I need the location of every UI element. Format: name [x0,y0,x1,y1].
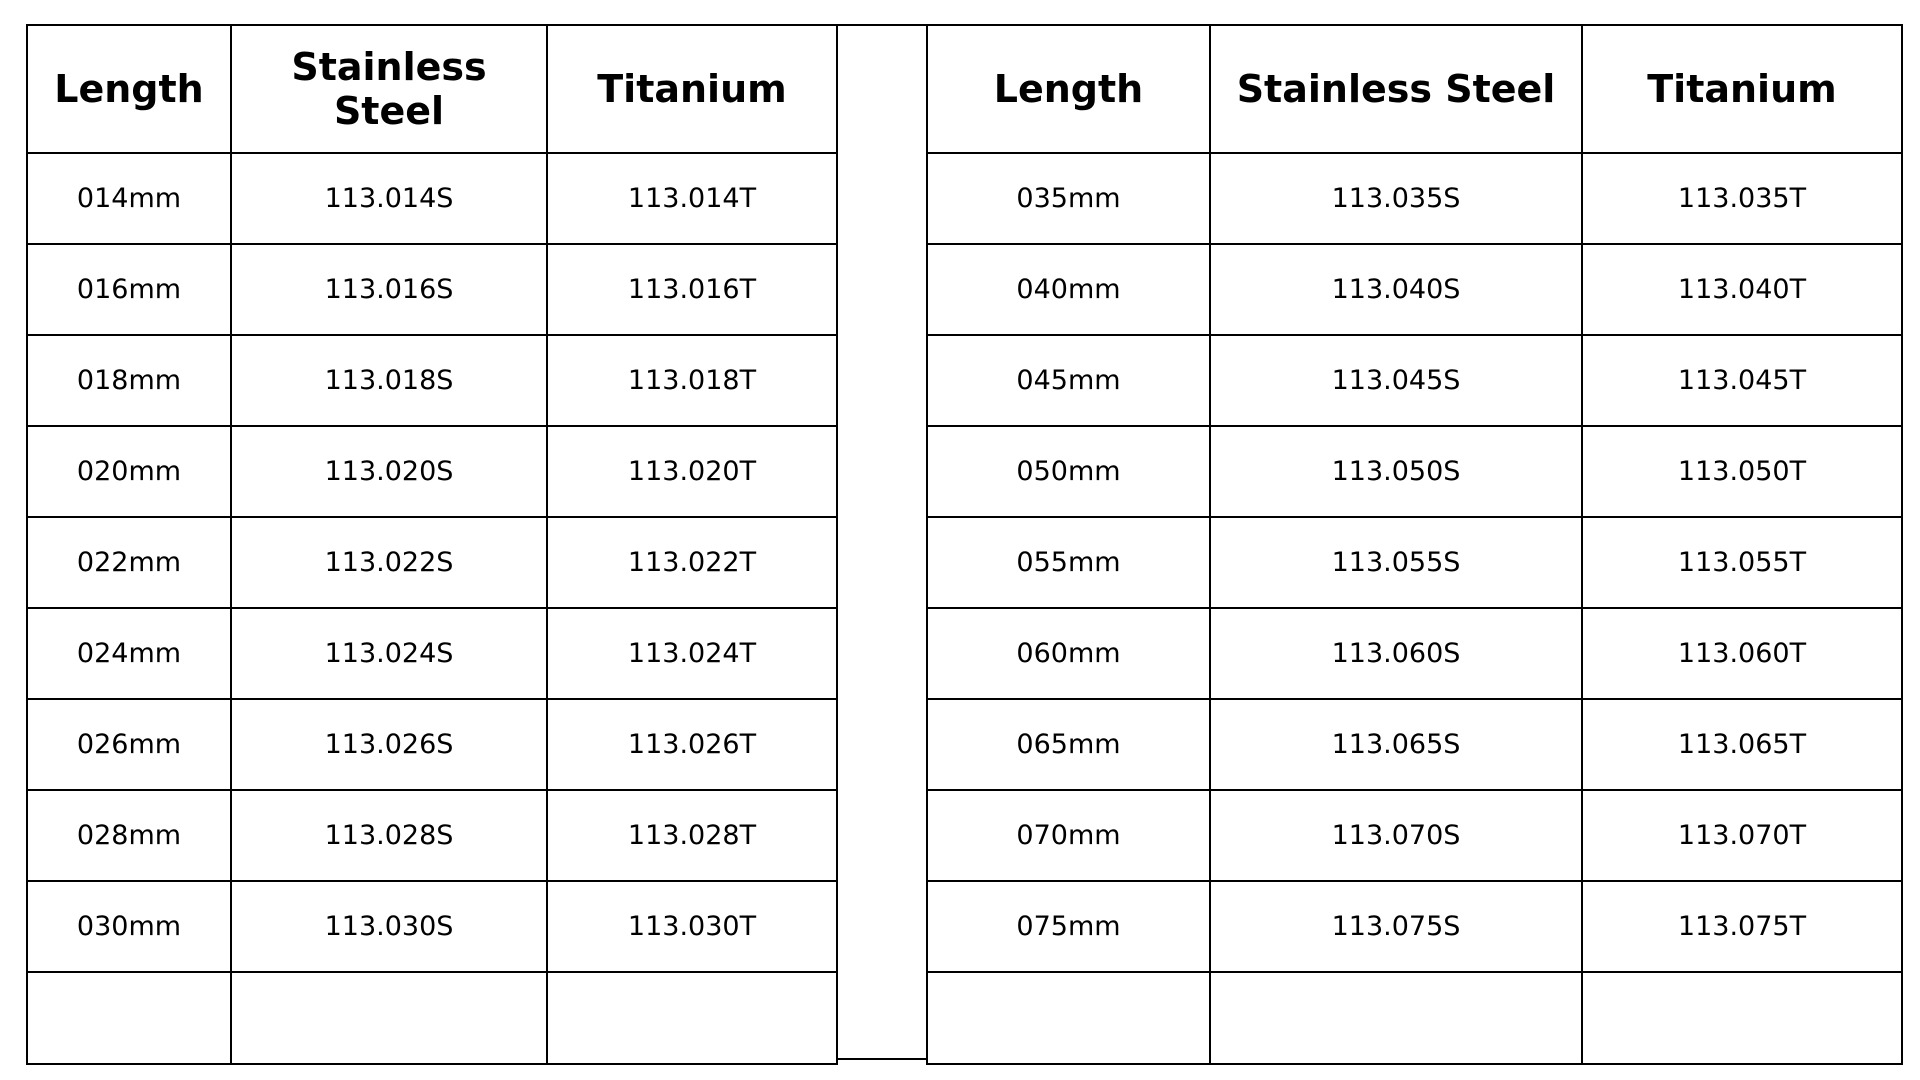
stainless-steel-cell: 113.050S [1210,426,1582,517]
table-row [27,881,837,972]
titanium-cell: 113.016T [547,244,837,335]
length-cell: 030mm [27,881,231,972]
header-titanium: Titanium [1582,25,1902,153]
table-row [927,153,1902,244]
length-cell: 022mm [27,517,231,608]
stainless-steel-cell: 113.016S [231,244,547,335]
length-cell: 028mm [27,790,231,881]
titanium-cell: 113.014T [547,153,837,244]
stainless-steel-cell: 113.028S [231,790,547,881]
stainless-steel-cell: 113.070S [1210,790,1582,881]
titanium-cell: 113.018T [547,335,837,426]
header-titanium: Titanium [547,25,837,153]
length-cell: 075mm [927,881,1210,972]
stainless-steel-cell: 113.030S [231,881,547,972]
stainless-steel-cell: 113.035S [1210,153,1582,244]
titanium-cell: 113.022T [547,517,837,608]
header-row [27,25,837,153]
table-row [927,244,1902,335]
table-row [927,426,1902,517]
stainless-steel-cell: 113.022S [231,517,547,608]
titanium-cell: 113.024T [547,608,837,699]
length-cell: 016mm [27,244,231,335]
table-row [27,335,837,426]
right-table-body [927,153,1902,1064]
length-cell: 050mm [927,426,1210,517]
table-row [927,517,1902,608]
length-cell: 014mm [27,153,231,244]
empty-cell [1582,972,1902,1064]
length-cell: 035mm [927,153,1210,244]
length-cell: 065mm [927,699,1210,790]
table-row [27,790,837,881]
table-row [927,608,1902,699]
length-cell: 040mm [927,244,1210,335]
table-row [27,517,837,608]
length-cell: 070mm [927,790,1210,881]
table-row [927,881,1902,972]
table-gap [836,24,926,1060]
titanium-cell: 113.028T [547,790,837,881]
empty-cell [231,972,547,1064]
stainless-steel-cell: 113.055S [1210,517,1582,608]
stainless-steel-cell: 113.014S [231,153,547,244]
titanium-cell: 113.020T [547,426,837,517]
titanium-cell: 113.055T [1582,517,1902,608]
stainless-steel-cell: 113.045S [1210,335,1582,426]
header-stainless-steel: Stainless Steel [1210,25,1582,153]
titanium-cell: 113.050T [1582,426,1902,517]
titanium-cell: 113.026T [547,699,837,790]
stainless-steel-cell: 113.024S [231,608,547,699]
length-cell: 020mm [27,426,231,517]
length-cell: 024mm [27,608,231,699]
empty-row [927,972,1902,1064]
titanium-cell: 113.060T [1582,608,1902,699]
header-length: Length [27,25,231,153]
stainless-steel-cell: 113.075S [1210,881,1582,972]
length-cell: 055mm [927,517,1210,608]
header-stainless-steel: Stainless Steel [231,25,547,153]
length-cell: 045mm [927,335,1210,426]
empty-cell [547,972,837,1064]
table-row [927,790,1902,881]
table-row [27,608,837,699]
titanium-cell: 113.065T [1582,699,1902,790]
stainless-steel-cell: 113.026S [231,699,547,790]
empty-row [27,972,837,1064]
right-spec-table [926,24,1903,1065]
table-row [927,335,1902,426]
titanium-cell: 113.035T [1582,153,1902,244]
length-cell: 060mm [927,608,1210,699]
empty-cell [27,972,231,1064]
left-spec-table [26,24,838,1065]
left-table-body [27,153,837,1064]
stainless-steel-cell: 113.018S [231,335,547,426]
titanium-cell: 113.030T [547,881,837,972]
titanium-cell: 113.045T [1582,335,1902,426]
length-cell: 026mm [27,699,231,790]
header-length: Length [927,25,1210,153]
titanium-cell: 113.040T [1582,244,1902,335]
length-cell: 018mm [27,335,231,426]
table-row [27,153,837,244]
stainless-steel-cell: 113.060S [1210,608,1582,699]
empty-cell [1210,972,1582,1064]
header-row [927,25,1902,153]
titanium-cell: 113.075T [1582,881,1902,972]
titanium-cell: 113.070T [1582,790,1902,881]
table-row [927,699,1902,790]
table-row [27,244,837,335]
table-row [27,699,837,790]
stainless-steel-cell: 113.065S [1210,699,1582,790]
stainless-steel-cell: 113.040S [1210,244,1582,335]
stainless-steel-cell: 113.020S [231,426,547,517]
table-row [27,426,837,517]
empty-cell [927,972,1210,1064]
